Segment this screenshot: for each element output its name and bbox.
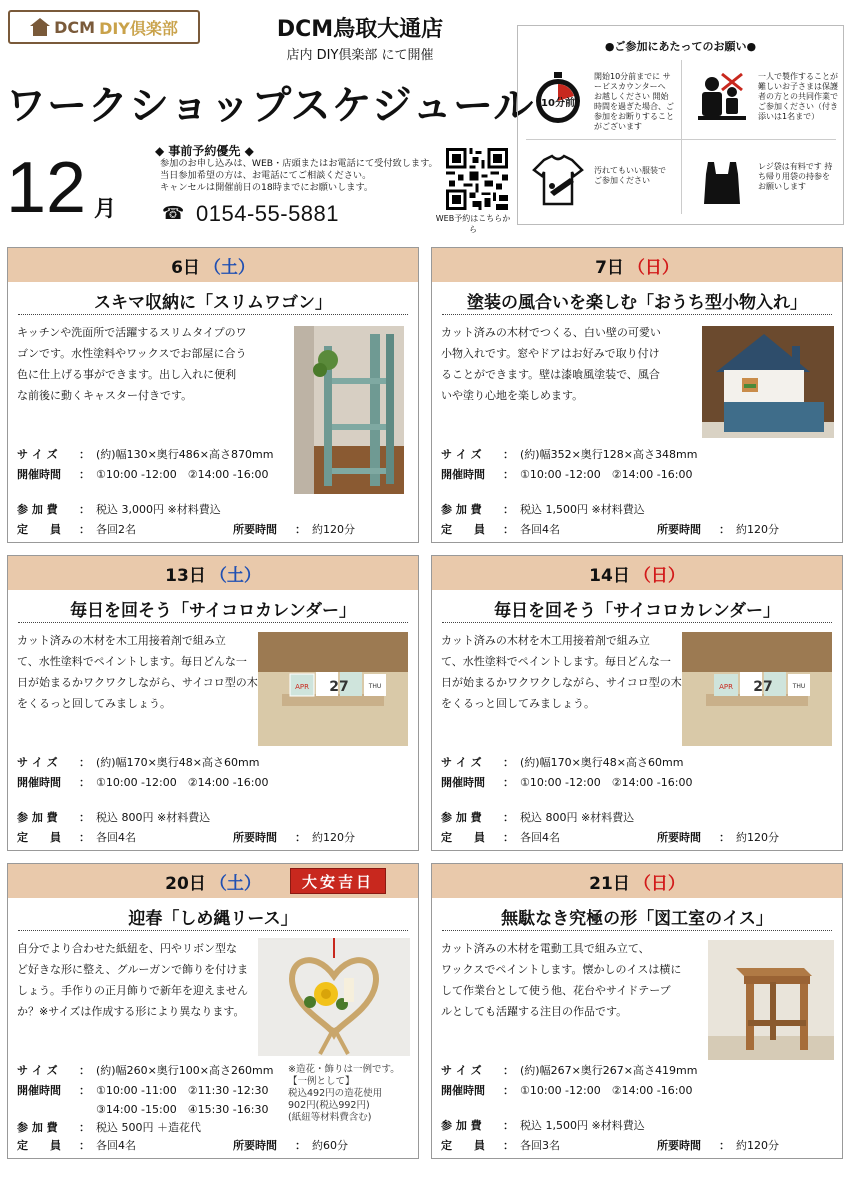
label-capacity: 定 員 xyxy=(17,523,61,536)
label-fee: 参 加 費 xyxy=(17,503,58,516)
value-time: ①10:00 -11:00 ②11:30 -12:30 xyxy=(96,1084,269,1097)
label-size: サ イ ズ xyxy=(17,1064,58,1077)
label-time: 開催時間 xyxy=(441,468,485,481)
spec-duration: 所要時間 ： 約120分 xyxy=(657,1139,779,1152)
value-time: ①10:00 -12:00 ②14:00 -16:00 xyxy=(520,776,693,789)
value-duration: 約120分 xyxy=(312,523,355,536)
value-fee: 税込 1,500円 ※材料費込 xyxy=(520,503,645,516)
value-time: ①10:00 -12:00 ②14:00 -16:00 xyxy=(96,776,269,789)
label-duration: 所要時間 xyxy=(233,831,277,844)
desc-line: ルとしても活躍する注目の作品です。 xyxy=(441,1005,628,1018)
label-size: サ イ ズ xyxy=(441,756,482,769)
value-duration: 約120分 xyxy=(736,1139,779,1152)
dice-calendar-photo xyxy=(682,632,832,746)
card-description xyxy=(441,938,681,1022)
calendar-day-text: 27 xyxy=(753,679,773,695)
desc-line: ど好きな形に整え、グルーガンで飾りを付けま xyxy=(17,963,249,976)
month-number: 12 xyxy=(6,148,87,228)
notice-text: 汚れてもいい服装で ご参加ください xyxy=(594,166,666,185)
reservation-heading: ◆ 事前予約優先 ◆ xyxy=(155,144,254,158)
label-capacity: 定 員 xyxy=(17,1139,61,1152)
spec-fee: 参 加 費 ： 税込 800円 ※材料費込 xyxy=(441,811,635,824)
value-duration: 約60分 xyxy=(312,1139,348,1152)
card-date-header xyxy=(8,556,418,590)
spec-capacity: 定 員 ： 各回4名 所要時間 ： 約60分 xyxy=(17,1139,348,1152)
desc-line: いや塗り心地を楽しめます。 xyxy=(441,389,584,402)
card-title: 塗装の風合いを楽しむ「おうち型小物入れ」 xyxy=(467,293,807,313)
label-time: 開催時間 xyxy=(17,1084,61,1097)
desc-line: キッチンや洗面所で活躍するスリムタイプのワ xyxy=(17,326,247,339)
desc-line: 小物入れです。窓やドアはお好みで取り付け xyxy=(441,347,660,360)
parent-child-icon xyxy=(694,70,750,126)
desc-line: をくるっと回してみましょう。 xyxy=(17,697,171,710)
value-capacity: 各回4名 xyxy=(520,523,560,536)
value-fee: 税込 800円 ※材料費込 xyxy=(520,811,635,824)
card-day: 14日 xyxy=(589,565,630,586)
card-weekday: （土） xyxy=(203,257,255,278)
card-title: 毎日を回そう「サイコロカレンダー」 xyxy=(493,601,781,621)
label-capacity: 定 員 xyxy=(441,831,485,844)
card-divider xyxy=(18,622,408,623)
value-duration: 約120分 xyxy=(736,831,779,844)
desc-line: カット済みの木材を木工用接着剤で組み立 xyxy=(441,634,650,647)
label-duration: 所要時間 xyxy=(657,1139,701,1152)
slim-wagon-photo xyxy=(294,326,404,494)
value-size: (約)幅130×奥行486×高さ870mm xyxy=(96,448,274,461)
footnote-line: 税込492円の造花使用 xyxy=(288,1088,383,1099)
card-date-header xyxy=(8,864,418,898)
page-header xyxy=(0,0,850,240)
taian-kichijitsu-badge: 大安吉日 xyxy=(290,868,386,894)
month-unit: 月 xyxy=(94,197,117,222)
footnote-line: 【一例として】 xyxy=(288,1076,355,1087)
value-time: ①10:00 -12:00 ②14:00 -16:00 xyxy=(96,468,269,481)
workshop-card[interactable] xyxy=(431,247,843,543)
label-capacity: 定 員 xyxy=(17,831,61,844)
card-day: 13日 xyxy=(165,565,206,586)
card-description xyxy=(17,322,247,406)
desc-line: 色に仕上げる事ができます。出し入れに便利 xyxy=(17,368,237,381)
label-duration: 所要時間 xyxy=(657,523,701,536)
spec-size: サ イ ズ ： (約)幅170×奥行48×高さ60mm xyxy=(17,756,260,769)
calendar-weekday-text: THU xyxy=(792,683,806,690)
house-icon xyxy=(30,18,50,36)
workshop-card[interactable] xyxy=(7,555,419,851)
label-duration: 所要時間 xyxy=(233,1139,277,1152)
spec-duration: 所要時間 ： 約120分 xyxy=(657,831,779,844)
label-capacity: 定 員 xyxy=(441,1139,485,1152)
tshirt-icon xyxy=(530,152,586,208)
stool-photo xyxy=(708,940,834,1060)
label-fee: 参 加 費 xyxy=(441,1119,482,1132)
card-title: 毎日を回そう「サイコロカレンダー」 xyxy=(69,601,357,621)
label-capacity: 定 員 xyxy=(441,523,485,536)
spec-time: 開催時間 ： ①10:00 -12:00 ②14:00 -16:00 xyxy=(441,1084,693,1097)
desc-line: ワックスでペイントします。懐かしのイスは横に xyxy=(441,963,682,976)
calendar-month-text: APR xyxy=(295,683,309,691)
house-box-photo xyxy=(702,326,834,438)
value-size: (約)幅260×奥行100×高さ260mm xyxy=(96,1064,274,1077)
spec-capacity: 定 員 ： 各回3名 所要時間 ： 約120分 xyxy=(441,1139,779,1152)
card-day: 20日 xyxy=(165,873,206,894)
desc-line: ゴンです。水性塗料やワックスでお部屋に合う xyxy=(17,347,247,360)
desc-line: カット済みの木材を電動工具で組み立て、 xyxy=(441,942,650,955)
stopwatch-icon xyxy=(530,70,586,126)
notice-text: レジ袋は有料です 持ち帰り用袋の持参を お願いします xyxy=(758,162,833,191)
notice-text: 開始10分前までに サービスカウンターへ お越しください 開始時間を過ぎた場合、ご参加をお断りすることがございます xyxy=(594,72,674,131)
label-duration: 所要時間 xyxy=(233,523,277,536)
card-title: スキマ収納に「スリムワゴン」 xyxy=(94,293,332,313)
desc-line: か？※サイズは作成する形により異なります。 xyxy=(17,1005,245,1018)
label-fee: 参 加 費 xyxy=(441,503,482,516)
spec-capacity: 定 員 ： 各回4名 所要時間 ： 約120分 xyxy=(441,831,779,844)
card-day: 7日 xyxy=(595,257,624,278)
spec-duration: 所要時間 ： 約120分 xyxy=(657,523,779,536)
stopwatch-badge-text: 10分前 xyxy=(541,98,575,109)
value-size: (約)幅267×奥行267×高さ419mm xyxy=(520,1064,698,1077)
card-divider xyxy=(442,930,832,931)
card-weekday: （土） xyxy=(209,873,261,894)
notice-item-children xyxy=(688,64,838,134)
footnote-line: 902円(税込992円) xyxy=(288,1100,370,1111)
label-size: サ イ ズ xyxy=(17,756,58,769)
card-divider xyxy=(18,314,408,315)
value-time: ①10:00 -12:00 ②14:00 -16:00 xyxy=(520,1084,693,1097)
desc-line: をくるっと回してみましょう。 xyxy=(441,697,595,710)
value-fee: 税込 3,000円 ※材料費込 xyxy=(96,503,221,516)
value-capacity: 各回2名 xyxy=(96,523,136,536)
spec-time: 開催時間 ： ①10:00 -12:00 ②14:00 -16:00 xyxy=(17,468,269,481)
card-date-header xyxy=(432,248,842,282)
store-name: DCM鳥取大通店 xyxy=(276,17,444,42)
value-time: ①10:00 -12:00 ②14:00 -16:00 xyxy=(520,468,693,481)
notice-item-arrival xyxy=(524,64,674,134)
reservation-line: 参加のお申し込みは、WEB・店頭またはお電話にて受付致します。 xyxy=(160,158,438,169)
workshop-card[interactable] xyxy=(431,863,843,1159)
value-size: (約)幅352×奥行128×高さ348mm xyxy=(520,448,698,461)
value-time-2: ③14:00 -15:00 ④15:30 -16:30 xyxy=(96,1103,269,1116)
card-description xyxy=(441,630,682,714)
card-title: 迎春「しめ縄リース」 xyxy=(128,909,298,929)
spec-time: 開催時間 ： ①10:00 -12:00 ②14:00 -16:00 xyxy=(441,776,693,789)
card-weekday: （日） xyxy=(633,565,685,586)
spec-duration: 所要時間 ： 約60分 xyxy=(233,1139,348,1152)
store-subtitle: 店内 DIY倶楽部 にて開催 xyxy=(286,48,434,63)
label-fee: 参 加 費 xyxy=(17,811,58,824)
spec-time-2 xyxy=(17,1101,268,1117)
dice-calendar-photo xyxy=(258,632,408,746)
notice-item-clothing xyxy=(524,146,674,216)
calendar-weekday-text: THU xyxy=(368,683,382,690)
logo-dcm-text: DCM xyxy=(54,17,96,37)
calendar-day-text: 27 xyxy=(329,679,349,695)
value-capacity: 各回4名 xyxy=(96,831,136,844)
shimenawa-wreath-photo xyxy=(258,938,410,1056)
value-capacity: 各回4名 xyxy=(520,831,560,844)
card-title: 無駄なき究極の形「図工室のイス」 xyxy=(501,909,773,929)
label-size: サ イ ズ xyxy=(441,1064,482,1077)
phone-number[interactable]: 0154-55-5881 xyxy=(196,201,340,226)
spec-duration: 所要時間 ： 約120分 xyxy=(233,831,355,844)
qr-caption: WEB予約はこちらから xyxy=(435,214,511,234)
value-capacity: 各回4名 xyxy=(96,1139,136,1152)
desc-line: しょう。手作りの正月飾りで新年を迎えません xyxy=(17,984,248,997)
phone-icon: ☎ xyxy=(162,203,185,224)
card-divider xyxy=(442,314,832,315)
desc-line: カット済みの木材を木工用接着剤で組み立 xyxy=(17,634,226,647)
card-date-header xyxy=(8,248,418,282)
spec-capacity: 定 員 ： 各回4名 所要時間 ： 約120分 xyxy=(17,831,355,844)
spec-fee: 参 加 費 ： 税込 3,000円 ※材料費込 xyxy=(17,503,221,516)
calendar-month-text: APR xyxy=(719,683,733,691)
footnote-line: ※造花・飾りは一例です。 xyxy=(288,1064,400,1075)
spec-duration: 所要時間 ： 約120分 xyxy=(233,523,355,536)
label-size: サ イ ズ xyxy=(441,448,482,461)
card-day: 6日 xyxy=(171,257,200,278)
value-size: (約)幅170×奥行48×高さ60mm xyxy=(520,756,684,769)
label-fee: 参 加 費 xyxy=(441,811,482,824)
desc-line: して作業台として使う他、花台やサイドテーブ xyxy=(441,984,671,997)
spec-size: サ イ ズ ： (約)幅170×奥行48×高さ60mm xyxy=(441,756,684,769)
notice-title: ●ご参加にあたってのお願い● xyxy=(604,40,757,53)
spec-size: サ イ ズ ： (約)幅352×奥行128×高さ348mm xyxy=(441,448,698,461)
label-time: 開催時間 xyxy=(441,1084,485,1097)
card-divider xyxy=(18,930,408,931)
value-size: (約)幅170×奥行48×高さ60mm xyxy=(96,756,260,769)
card-weekday: （日） xyxy=(633,873,685,894)
card-divider xyxy=(442,622,832,623)
desc-line: カット済みの木材でつくる、白い壁の可愛い xyxy=(441,326,661,339)
qr-code-icon[interactable] xyxy=(446,148,508,210)
reservation-notes xyxy=(160,158,442,194)
value-fee: 税込 800円 ※材料費込 xyxy=(96,811,211,824)
desc-line: 日が始まるかワクワクしながら、サイコロ型の木 xyxy=(441,676,682,689)
label-size: サ イ ズ xyxy=(17,448,58,461)
card-date-header xyxy=(432,556,842,590)
spec-fee: 参 加 費 ： 税込 1,500円 ※材料費込 xyxy=(441,503,645,516)
spec-time: 開催時間 ： ①10:00 -12:00 ②14:00 -16:00 xyxy=(441,468,693,481)
card-description xyxy=(17,938,248,1022)
value-fee: 税込 500円 ＋造花代 xyxy=(96,1121,201,1134)
value-duration: 約120分 xyxy=(312,831,355,844)
card-day: 21日 xyxy=(589,873,630,894)
value-capacity: 各回3名 xyxy=(520,1139,560,1152)
card-weekday: （日） xyxy=(627,257,679,278)
desc-line: 自分でより合わせた紙紐を、円やリボン型な xyxy=(17,942,237,955)
spec-fee: 参 加 費 ： 税込 1,500円 ※材料費込 xyxy=(441,1119,645,1132)
label-fee: 参 加 費 xyxy=(17,1121,58,1134)
spec-size: サ イ ズ ： (約)幅260×奥行100×高さ260mm xyxy=(17,1064,274,1077)
card-date-header xyxy=(432,864,842,898)
spec-time: 開催時間 ： ①10:00 -12:00 ②14:00 -16:00 xyxy=(17,776,269,789)
notice-divider-vertical xyxy=(681,60,682,214)
desc-line: ることができます。壁は漆喰風塗装で、風合 xyxy=(441,368,660,381)
label-time: 開催時間 xyxy=(441,776,485,789)
notice-text: 一人で製作することが難しいお子さまは保護者の方との共同作業でご参加ください（付き添いは1名まで） xyxy=(758,72,838,121)
value-fee: 税込 1,500円 ※材料費込 xyxy=(520,1119,645,1132)
reservation-line: キャンセルは開催前日の18時までにお願いします。 xyxy=(160,182,374,193)
value-duration: 約120分 xyxy=(736,523,779,536)
logo-diy-text: DIY倶楽部 xyxy=(99,18,178,38)
desc-line: な前後に動くキャスター付きです。 xyxy=(17,389,193,402)
label-duration: 所要時間 xyxy=(657,831,701,844)
notice-box xyxy=(517,25,844,225)
label-time: 開催時間 xyxy=(17,468,61,481)
desc-line: て、水性塗料でペイントします。毎日どんな一 xyxy=(441,655,671,668)
spec-capacity: 定 員 ： 各回2名 所要時間 ： 約120分 xyxy=(17,523,355,536)
spec-time: 開催時間 ： ①10:00 -11:00 ②11:30 -12:30 xyxy=(17,1084,269,1097)
workshop-card[interactable] xyxy=(431,555,843,851)
desc-line: 日が始まるかワクワクしながら、サイコロ型の木 xyxy=(17,676,258,689)
footnote-line: (紙紐等材料費含む) xyxy=(288,1112,372,1123)
spec-size: サ イ ズ ： (約)幅267×奥行267×高さ419mm xyxy=(441,1064,698,1077)
notice-item-bag xyxy=(688,146,838,216)
reservation-line: 当日参加希望の方は、お電話にてご相談ください。 xyxy=(160,170,372,181)
workshop-card[interactable] xyxy=(7,863,419,1159)
card-description xyxy=(441,322,661,406)
dcm-diy-logo xyxy=(8,10,200,44)
spec-fee: 参 加 費 ： 税込 500円 ＋造花代 xyxy=(17,1121,201,1134)
workshop-card[interactable] xyxy=(7,247,419,543)
page-title: ワークショップスケジュール xyxy=(6,83,535,129)
card-description xyxy=(17,630,258,714)
spec-fee: 参 加 費 ： 税込 800円 ※材料費込 xyxy=(17,811,211,824)
notice-divider-horizontal xyxy=(526,139,836,140)
card-weekday: （土） xyxy=(209,565,261,586)
spec-size: サ イ ズ ： (約)幅130×奥行486×高さ870mm xyxy=(17,448,274,461)
label-time: 開催時間 xyxy=(17,776,61,789)
shopping-bag-icon xyxy=(694,152,750,208)
material-footnote xyxy=(288,1064,400,1124)
spec-capacity: 定 員 ： 各回4名 所要時間 ： 約120分 xyxy=(441,523,779,536)
desc-line: て、水性塗料でペイントします。毎日どんな一 xyxy=(17,655,247,668)
